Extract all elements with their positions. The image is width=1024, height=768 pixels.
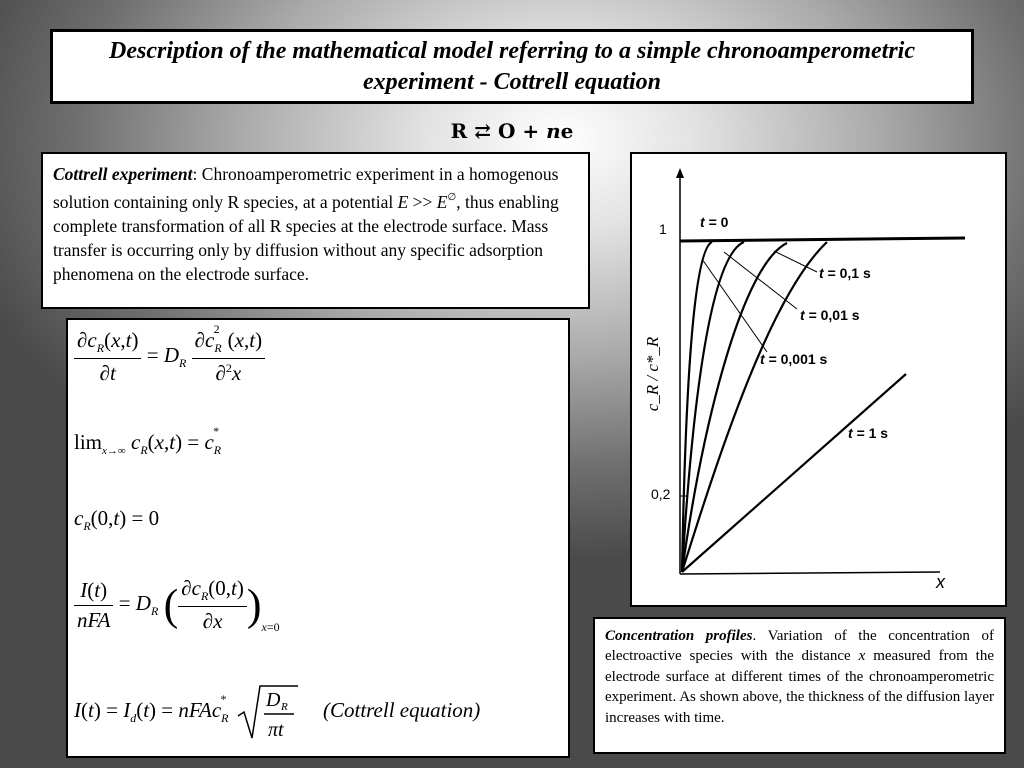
label-t01-rest: = 0,1 s	[827, 265, 871, 281]
profiles-text-1: . Variation of the concentration of electroactive species with the distance	[605, 628, 995, 665]
potential-E0-sup: ∅	[447, 192, 457, 203]
concentration-graph	[630, 152, 1007, 607]
svg-text:R: R	[280, 701, 288, 713]
cottrell-equation: $I(t) = I_d(t)$ = nFAc$_R$* D R πt (Cottrell equation)	[74, 682, 480, 742]
label-t0-var: t	[700, 214, 705, 230]
label-t1	[848, 425, 888, 441]
label-t001-rest: = 0,01 s	[808, 307, 860, 323]
label-t01-var: t	[819, 265, 824, 281]
curve-t01-b	[682, 242, 827, 572]
label-t0-rest: = 0	[708, 214, 729, 230]
cottrell-gg: >>	[408, 192, 437, 212]
reaction-e: e	[560, 119, 574, 143]
potential-E: E	[397, 192, 409, 212]
cottrell-lead: Cottrell experiment	[53, 164, 193, 184]
label-t01	[819, 265, 871, 281]
x-axis	[680, 572, 940, 574]
y-axis-label: c_R / c*_R	[643, 336, 662, 412]
leader-t0001	[702, 259, 767, 352]
x-axis-label: x	[936, 572, 945, 592]
fick-rhs-fraction: $\frac{\partial c_R^2 (x,t)}{\partial^2x}$	[192, 328, 265, 386]
svg-text:πt: πt	[267, 719, 284, 741]
fick-lhs-fraction: $\frac{\partial c_R(x,t)}{\partial t}$	[74, 328, 141, 386]
cottrell-colon: :	[192, 164, 198, 184]
label-t1-rest: = 1 s	[856, 425, 889, 441]
label-t0001	[760, 351, 827, 367]
fick-equation: $\frac{\partial c_R(x,t)}{\partial t}$ = $D_R$ $\frac{\partial c_R^2 (x,t)}{\partial^2x}$	[74, 328, 265, 386]
boundary-condition: $c_R(0,t) = 0$	[74, 506, 160, 534]
flux-lhs-fraction: $\frac{I(t)}{\text{nFA}}$	[74, 578, 113, 633]
label-t1-var: t	[848, 425, 853, 441]
tick-label-1: 1	[659, 221, 667, 237]
y-axis-arrow	[676, 168, 684, 178]
potential-E0: E	[436, 192, 448, 212]
cottrell-experiment-box	[41, 152, 590, 309]
profiles-text-2: measured from the electrode surface at different times of the chronoamperometric experiment. As shown above, the thickness of the diffusion layer increases with time.	[605, 648, 994, 726]
profiles-x: x	[858, 648, 866, 665]
cottrell-text-2: , thus enabling complete transformation of all R species at the electrode surface. Mass transfer is occurring only by diffusion without any specific adsorption phenomena on the electrode surface.	[53, 192, 559, 284]
reaction-n: n	[546, 119, 561, 143]
equations-box	[66, 318, 570, 758]
curve-t1	[682, 374, 906, 572]
reaction-equation	[0, 119, 1024, 143]
title-box	[50, 29, 974, 104]
label-t0001-rest: = 0,001 s	[768, 351, 828, 367]
sqrt-symbol	[236, 682, 298, 742]
cottrell-text-1: Chronoamperometric experiment in a homogenous solution containing only R species, at a potential	[53, 164, 559, 212]
reaction-arrow: ⇄	[474, 119, 491, 143]
limit-condition: $\lim_{x\to\infty} c_R(x,t) = c_R^*$	[74, 424, 222, 458]
reaction-reactant: R	[450, 119, 468, 143]
flux-equation: $\frac{I(t)}{\text{nFA}}$ = $D_R$ ( $\frac{\partial c_R(0,t)}{\partial x}$ )$_{x=0}$	[74, 576, 280, 634]
leader-t001	[724, 252, 797, 309]
cottrell-equation-label: (Cottrell equation)	[323, 697, 481, 722]
flux-rhs-fraction: $\frac{\partial c_R(0,t)}{\partial x}$	[178, 576, 247, 634]
graph-canvas	[632, 154, 1005, 605]
svg-text:D: D	[265, 689, 281, 711]
concentration-profiles-box	[593, 617, 1006, 754]
label-t0001-var: t	[760, 351, 765, 367]
label-t001	[800, 307, 860, 323]
slide-title: Description of the mathematical model referring to a simple chronoamperometric experiment - Cottrell equation	[109, 37, 915, 95]
reaction-product: O +	[497, 119, 540, 143]
curve-t0	[680, 238, 965, 241]
tick-label-02: 0,2	[651, 486, 671, 502]
label-t001-var: t	[800, 307, 805, 323]
label-t0	[700, 214, 728, 230]
profiles-lead: Concentration profiles	[605, 628, 753, 644]
